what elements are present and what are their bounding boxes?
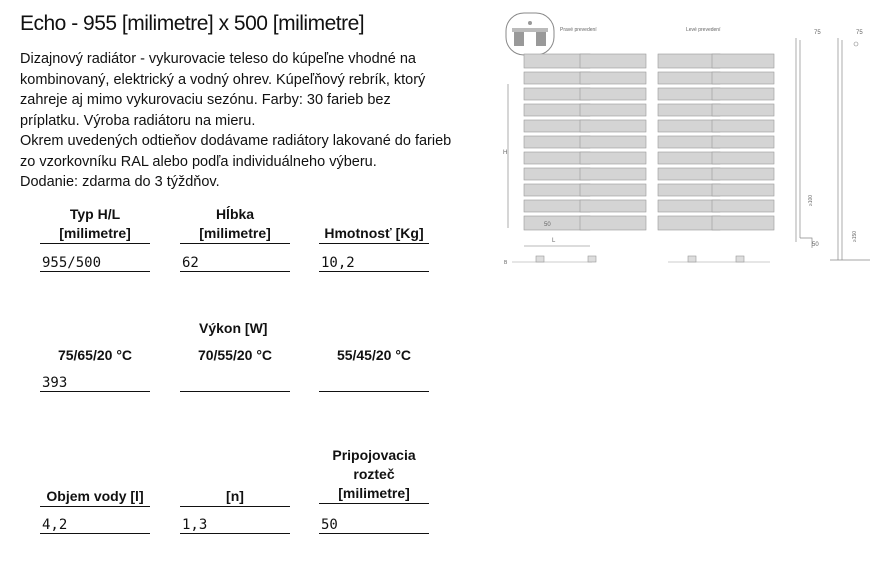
product-description bbox=[20, 49, 490, 193]
description-line: zahreje aj mimo vykurovaciu sezónu. Farby: 30 farieb bez bbox=[20, 92, 391, 108]
type-header bbox=[40, 205, 150, 244]
description-line: zo vzorkovníku RAL alebo podľa individuálneho výberu. bbox=[20, 153, 377, 170]
depth-header bbox=[180, 205, 290, 244]
spacing-value: 50 bbox=[319, 516, 429, 534]
power-col3-header: 55/45/20 °C bbox=[336, 347, 412, 363]
weight-value: 10,2 bbox=[319, 254, 429, 272]
description-line: Dodanie: zdarma do 3 týždňov. bbox=[20, 174, 220, 190]
spacing-header bbox=[319, 446, 429, 504]
side-dim-50-label: 50 bbox=[812, 242, 819, 248]
type-header-line: Typ H/L bbox=[69, 206, 121, 222]
type-value: 955/500 bbox=[40, 254, 150, 272]
depth-dimension-label: B bbox=[504, 260, 508, 266]
side-dim-150-label: ≥150 bbox=[852, 230, 858, 242]
radiator-side-view bbox=[796, 38, 870, 260]
pipe-spacing-label: 50 bbox=[544, 222, 551, 228]
power-col2-header: 70/55/20 °C bbox=[197, 347, 273, 363]
left-variant-label: Levé prevedení bbox=[686, 27, 721, 33]
height-dimension-label: H bbox=[503, 150, 508, 156]
weight-header: Hmotnosť [Kg] bbox=[319, 224, 429, 244]
depth-header-line: Hĺbka bbox=[215, 206, 255, 222]
power-col1-value: 393 bbox=[40, 374, 150, 392]
side-dim-75b-label: 75 bbox=[856, 30, 863, 36]
product-title: Echo - 955 [milimetre] x 500 [milimetre] bbox=[20, 12, 365, 35]
n-header: [n] bbox=[180, 487, 290, 507]
radiator-top-view bbox=[512, 256, 770, 262]
depth-value: 62 bbox=[180, 254, 290, 272]
side-dim-100-label: ≥100 bbox=[808, 194, 814, 206]
power-col3-value bbox=[319, 374, 429, 392]
radiator-front-view-1 bbox=[524, 54, 646, 230]
connection-icon bbox=[506, 13, 554, 55]
description-line: Okrem uvedených odtieňov dodávame radiátory lakované do farieb bbox=[20, 133, 452, 149]
power-col2-value bbox=[180, 374, 290, 392]
depth-header-line: [milimetre] bbox=[199, 225, 271, 241]
side-dim-75-label: 75 bbox=[814, 30, 821, 36]
right-variant-label: Pravé prevedení bbox=[560, 27, 597, 33]
n-value: 1,3 bbox=[180, 516, 290, 534]
technical-drawing bbox=[500, 10, 880, 280]
power-col1-header: 75/65/20 °C bbox=[57, 347, 133, 363]
radiator-front-view-2 bbox=[658, 54, 774, 230]
spacing-header-line: rozteč bbox=[353, 466, 395, 482]
description-line: Dizajnový radiátor - vykurovacie teleso do kúpeľne vhodné na bbox=[20, 51, 416, 67]
description-line: kombinovaný, elektrický a vodný ohrev. Kúpeľňový rebrík, ktorý bbox=[20, 71, 426, 88]
spacing-header-line: Pripojovacia bbox=[332, 447, 416, 463]
spacing-header-line: [milimetre] bbox=[338, 485, 410, 501]
power-title: Výkon [W] bbox=[199, 320, 268, 336]
length-dimension-label: L bbox=[552, 238, 556, 244]
water-volume-header: Objem vody [l] bbox=[40, 487, 150, 507]
type-header-line: [milimetre] bbox=[59, 225, 131, 241]
description-line: príplatku. Výroba radiátoru na mieru. bbox=[20, 112, 256, 129]
water-volume-value: 4,2 bbox=[40, 516, 150, 534]
